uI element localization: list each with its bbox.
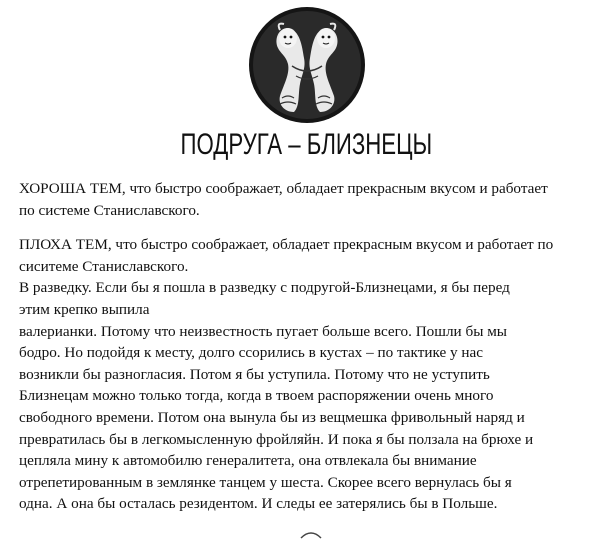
- gemini-twins-emblem-icon: [248, 6, 366, 124]
- text-line: этим крепко выпила: [19, 300, 150, 318]
- text-line: ХОРОША ТЕМ, что быстро соображает, обладает прекрасным вкусом и работает: [19, 180, 548, 197]
- text-line: ПЛОХА ТЕМ, что быстро соображает, обладает прекрасным вкусом и работает по: [19, 236, 554, 254]
- text-line: В разведку. Если бы я пошла в разведку с подругой-Близнецами, я бы перед: [19, 279, 510, 297]
- text-line: превратилась бы в легкомысленную фройляйн. И пока я бы ползала на брюхе и: [19, 430, 534, 448]
- text-line: отрепетированным в землянке танцем у шеста. Скорее всего вернулась бы я: [19, 473, 512, 491]
- text-line: по системе Станиславского.: [19, 201, 200, 219]
- text-line: одна. А она бы осталась резидентом. И следы ее затерялись бы в Польше.: [19, 495, 498, 513]
- text-line: сиситеме Станиславского.: [19, 257, 189, 275]
- text-line: валерианки. Потому что неизвестность пугает больше всего. Пошли бы мы: [19, 322, 508, 340]
- text-line: Близнецам можно только тогда, когда в твоем распоряжении очень много: [19, 387, 494, 405]
- text-line: свободного времени. Потом она вынула бы из вещмешка фривольный наряд и: [19, 408, 525, 426]
- text-line: возникли бы разногласия. Потом я бы уступила. Потому что не уступить: [19, 365, 490, 383]
- text-line: цепляла мину к автомобилю генералитета, она отвлекала бы внимание: [19, 452, 477, 470]
- text-line: бодро. Но подойдя к месту, долго ссорились в кустах – по тактике у нас: [19, 344, 484, 362]
- article-body: [19, 178, 605, 515]
- bottom-ornament-icon: [300, 529, 322, 539]
- page-title: ПОДРУГА – БЛИЗНЕЦЫ: [180, 128, 433, 161]
